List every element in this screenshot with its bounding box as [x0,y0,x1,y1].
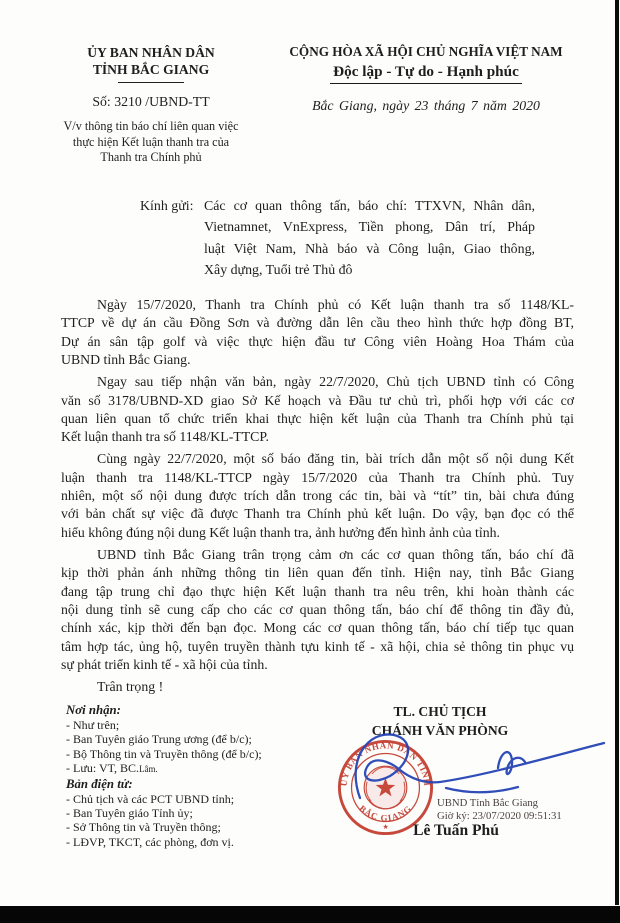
svg-text:BẮC GIANG [357,803,413,823]
seal-center-star [376,778,395,796]
scan-edge-bottom [0,906,620,923]
scan-edge-right [615,0,619,905]
body-line: kịp thời phản ánh những thông tin liên quan đến tỉnh. Hiện nay, tỉnh Bắc Giang [61,565,574,581]
handwritten-signature-icon [328,722,612,808]
org-name-line1: ỦY BAN NHÂN DÂN [87,45,215,60]
body-line: Ngay sau tiếp nhận văn bản, ngày 22/7/2020, Chủ tịch UBND tỉnh có Công [97,374,574,390]
subject-line: thực hiện Kết luận thanh tra của [72,134,230,149]
recipient-item: - Sở Thông tin và Truyền thông; [66,820,221,835]
issuing-authority-block [40,44,262,166]
paragraph-2 [61,373,574,447]
paragraph-3 [61,450,574,542]
electronic-copy-heading: Bản điện tử: [66,776,133,791]
signer-authority: TL. CHỦ TỊCH [393,704,487,719]
body-line: với bản chất sự việc đã được Thanh tra Chính phủ kết luận. Do vậy, bạn đọc có thể [61,506,574,522]
recipient-item: - Như trên; [66,718,120,732]
subject-line: V/v thông tin báo chí liên quan việc [63,119,239,133]
doc-number-suffix: /UBND-TT [145,94,210,109]
document-number [40,94,262,110]
addressee-label: Kính gửi: [140,199,194,214]
national-header-block [268,44,584,114]
body-line: văn số 3178/UBND-XD giao Sở Kế hoạch và Đầu tư chủ trì, phối hợp với các cơ [61,392,574,408]
recipient-item: - LĐVP, TKCT, các phòng, đơn vị. [66,834,234,849]
digital-stamp-org: UBND Tỉnh Bắc Giang [437,797,539,809]
body-line: luận thanh tra 1148/KL-TTCP ngày 15/7/2020 của Thanh tra Chính phủ. Tuy [61,469,574,485]
doc-number-label: Số: [92,94,111,109]
org-name-line2: TỈNH BẮC GIANG [92,62,210,77]
document-subject [47,119,255,166]
body-line: Dự án sân tập golf và việc thực hiện đầu tư Công viên Hoàng Hoa Thám của [61,333,574,349]
national-motto: Độc lập - Tự do - Hạnh phúc [330,62,522,84]
addressee-list [204,196,535,281]
signer-position: CHÁNH VĂN PHÒNG [371,723,509,738]
body-line: nội dung tỉnh sẽ cung cấp cho các cơ quan thông tấn, báo chí để thông tin đầy đủ, [61,602,574,617]
org-underline [118,82,184,83]
body-line: UBND tỉnh Bắc Giang trân trọng cảm ơn các cơ quan thông tấn, báo chí đã [97,546,574,562]
recipient-item: - Bộ Thông tin và Truyền thông (để b/c); [66,746,262,761]
svg-text:ỦY BAN NHÂN DÂN TỈNH [339,740,433,786]
digital-signature-stamp [437,797,562,822]
addressee-line: Các cơ quan thông tấn, báo chí: TTXVN, Nhân dân, [204,199,535,214]
body-line: hiểu không đúng nội dung Kết luận thanh tra, ảnh hưởng đến hình ảnh của tỉnh. [61,524,500,540]
addressee-line: luật Việt Nam, Nhà báo và Công luận, Giao thông, [204,241,535,257]
recipients-heading: Nơi nhận: [66,703,121,717]
paragraph-1 [61,296,574,370]
seal-bottom-star: ★ [382,824,389,832]
subject-line: Thanh tra Chính phủ [100,150,202,165]
luu-initials: Lâm. [139,764,158,775]
addressee-line: Xây dựng, Tuổi trẻ Thủ đô [204,262,353,278]
signer-name: Lê Tuấn Phú [413,822,499,839]
addressee-line: Vietnamnet, VnExpress, Tiền phong, Dân trí, Pháp [204,220,535,236]
letter-body [61,296,574,697]
digital-stamp-time: Giờ ký: 23/07/2020 09:51:31 [437,809,562,822]
body-line: Cùng ngày 22/7/2020, một số báo đăng tin, bài trích dẫn một số nội dung Kết [97,451,574,467]
body-line: UBND tỉnh Bắc Giang. [61,352,191,368]
body-line: sự phát triển kinh tế - xã hội của tỉnh. [61,657,268,673]
official-red-seal-icon [337,739,434,836]
recipient-item: - Ban Tuyên giáo Tỉnh ủy; [66,806,193,821]
seal-ring-text-top: ỦY BAN NHÂN DÂN TỈNH [338,740,433,787]
body-line: TTCP về dự án cầu Đồng Sơn và đường dẫn lên cầu theo hình thức hợp đồng BT, [61,315,574,331]
body-line: nhiên, một số nội dung được trích dẫn trong các tin, bài và “tít” tin, bài chưa đúng [61,488,574,504]
seal-ring-text-bottom: BẮC GIANG [357,803,414,823]
recipient-item-luu [66,761,316,776]
recipients-block [66,703,316,849]
national-title: CỘNG HÒA XÃ HỘI CHỦ NGHĨA VIỆT NAM [289,44,563,59]
place-and-date: Bắc Giang, ngày 23 tháng 7 năm 2020 [312,98,540,113]
body-line: Kết luận thanh tra số 1148/KL-TTCP. [61,429,269,445]
body-line: đang tập trung chỉ đạo thực hiện Kết luận thanh tra nêu trên, khi hoàn thành các [61,583,574,599]
body-line: chính xác, kịp thời đến bạn đọc. Mong các cơ quan thông tấn, báo chí tiếp tục quan [61,620,574,636]
addressee-block [140,196,535,281]
body-line: tâm hợp tác, ủng hộ, tuyên truyền thành tựu kinh tế - xã hội, chia sẻ thông tin phục vụ [61,638,574,654]
luu-text: - Lưu: VT, BC. [66,761,140,776]
closing-salutation: Trân trọng ! [97,679,164,695]
body-line: Ngày 15/7/2020, Thanh tra Chính phủ có Kết luận thanh tra số 1148/KL- [97,297,574,312]
recipient-item: - Ban Tuyên giáo Trung ương (để b/c); [66,732,252,747]
recipient-item: - Chủ tịch và các PCT UBND tỉnh; [66,791,235,806]
signature-title-block [315,702,565,740]
body-line: quan liên quan tổ chức triển khai thực hiện kết luận của Thanh tra Chính phủ tại [61,410,574,426]
doc-number-value: 3210 [114,94,142,109]
paragraph-4 [61,546,574,675]
